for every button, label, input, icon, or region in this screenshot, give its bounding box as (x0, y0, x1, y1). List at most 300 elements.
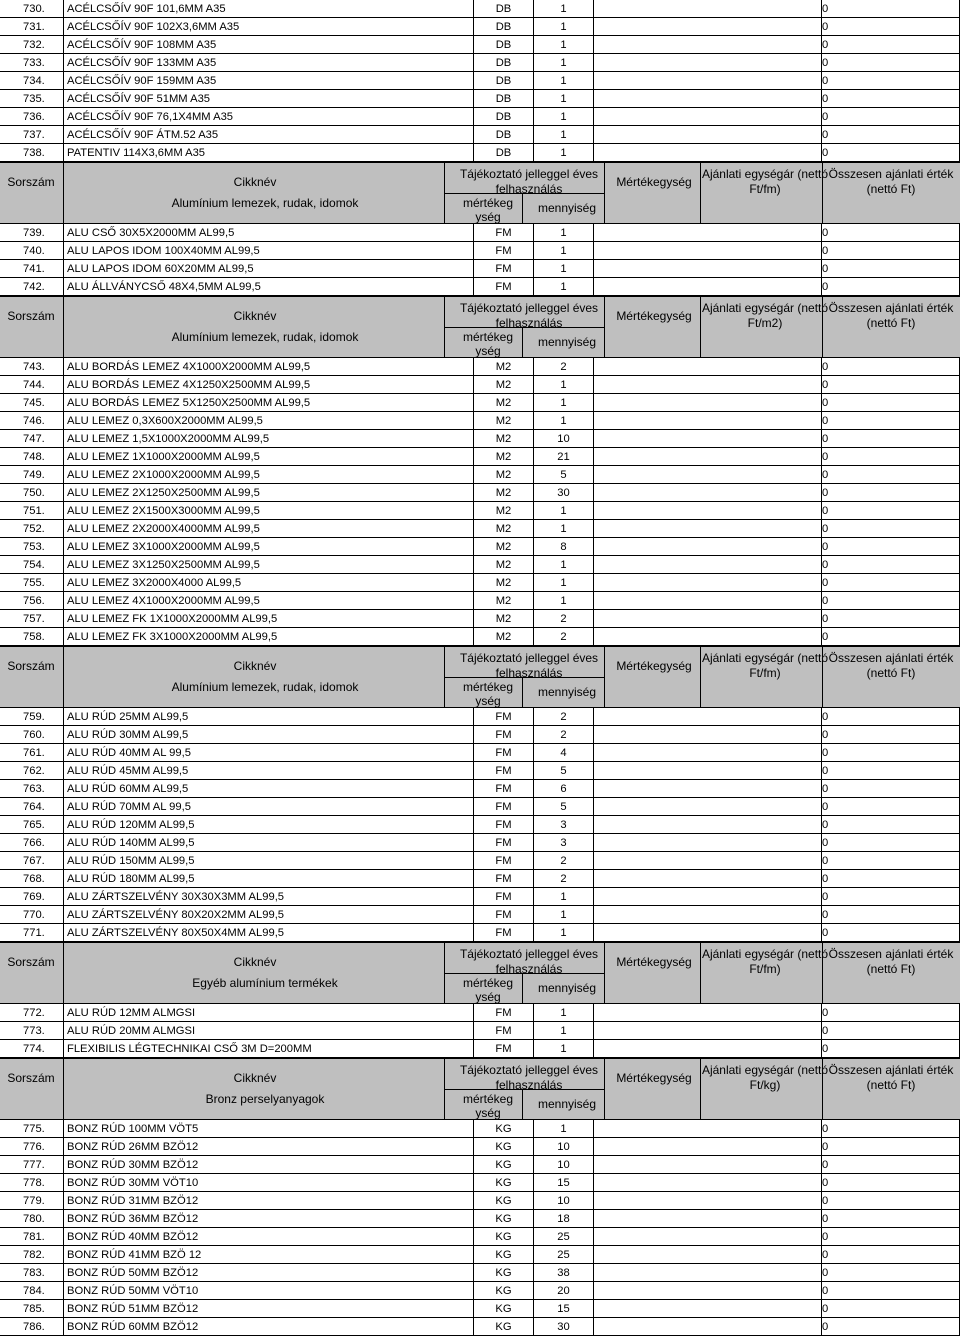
row-number: 740. (23, 245, 45, 257)
item-name: BONZ RÚD 51MM BZÖ12 (63, 1300, 473, 1318)
total-value: 0 (821, 394, 960, 412)
table-row (0, 1228, 960, 1246)
unit-of-measure: M2 (473, 538, 533, 556)
unit-price-cell[interactable] (593, 72, 821, 90)
unit-price-cell[interactable] (593, 394, 821, 412)
unit-price-cell[interactable] (593, 762, 821, 780)
row-number: 762. (23, 765, 45, 777)
total-value: 0 (821, 762, 960, 780)
unit-price-cell[interactable] (593, 556, 821, 574)
unit-price-cell[interactable] (593, 484, 821, 502)
unit-price-cell[interactable] (593, 108, 821, 126)
header-cikknev: Cikknév (233, 955, 277, 969)
row-number: 754. (23, 559, 45, 571)
unit-price-cell[interactable] (593, 1228, 821, 1246)
unit-of-measure: DB (473, 126, 533, 144)
annual-quantity: 5 (533, 798, 593, 816)
row-number: 770. (23, 909, 45, 921)
table-row (0, 1004, 960, 1022)
item-name: BONZ RÚD 30MM VÖT10 (63, 1174, 473, 1192)
total-value: 0 (821, 924, 960, 942)
annual-quantity: 1 (533, 72, 593, 90)
unit-of-measure: FM (473, 1040, 533, 1058)
header-category: Egyéb alumínium termékek (192, 976, 338, 990)
annual-quantity: 38 (533, 1264, 593, 1282)
table-row (0, 18, 960, 36)
item-name: ALU LAPOS IDOM 100X40MM AL99,5 (63, 242, 473, 260)
total-value: 0 (821, 1022, 960, 1040)
table-row (0, 260, 960, 278)
row-number: 739. (23, 227, 45, 239)
annual-quantity: 2 (533, 358, 593, 376)
section-header (0, 646, 960, 708)
unit-of-measure: FM (473, 242, 533, 260)
total-value: 0 (821, 502, 960, 520)
annual-quantity: 1 (533, 0, 593, 18)
item-name: ACÉLCSŐÍV 90F 133MM A35 (63, 54, 473, 72)
header-mertekegyseg-short: mértékeg ység (462, 680, 514, 708)
row-number: 737. (23, 129, 45, 141)
annual-quantity: 1 (533, 278, 593, 296)
header-category: Alumínium lemezek, rudak, idomok (171, 330, 359, 344)
total-value: 0 (821, 906, 960, 924)
unit-price-cell[interactable] (593, 538, 821, 556)
annual-quantity: 25 (533, 1246, 593, 1264)
total-value: 0 (821, 870, 960, 888)
header-tajekoztato: Tájékoztató jelleggel éves felhasználás (459, 1063, 599, 1092)
unit-price-cell[interactable] (593, 376, 821, 394)
unit-of-measure: FM (473, 726, 533, 744)
unit-of-measure: M2 (473, 628, 533, 646)
header-total: Összesen ajánlati érték (nettó Ft) (828, 301, 954, 330)
unit-price-cell[interactable] (593, 242, 821, 260)
annual-quantity: 1 (533, 54, 593, 72)
unit-of-measure: FM (473, 762, 533, 780)
header-total: Összesen ajánlati érték (nettó Ft) (828, 167, 954, 196)
table-row (0, 726, 960, 744)
total-value: 0 (821, 448, 960, 466)
unit-price-cell[interactable] (593, 358, 821, 376)
row-number: 772. (23, 1007, 45, 1019)
table-row (0, 1138, 960, 1156)
table-row (0, 108, 960, 126)
header-mertekegyseg: Mértékegység (616, 659, 692, 673)
total-value: 0 (821, 798, 960, 816)
unit-of-measure: KG (473, 1300, 533, 1318)
unit-price-cell[interactable] (593, 1022, 821, 1040)
row-number: 736. (23, 111, 45, 123)
row-number: 786. (23, 1321, 45, 1333)
row-number: 755. (23, 577, 45, 589)
unit-price-cell[interactable] (593, 870, 821, 888)
total-value: 0 (821, 556, 960, 574)
item-name: ALU RÚD 150MM AL99,5 (63, 852, 473, 870)
unit-of-measure: DB (473, 54, 533, 72)
unit-of-measure: M2 (473, 574, 533, 592)
unit-of-measure: M2 (473, 376, 533, 394)
row-number: 767. (23, 855, 45, 867)
header-mennyiseg: mennyiség (537, 981, 597, 995)
annual-quantity: 20 (533, 1282, 593, 1300)
unit-price-cell[interactable] (593, 144, 821, 162)
table-row (0, 242, 960, 260)
unit-of-measure: KG (473, 1138, 533, 1156)
row-number: 775. (23, 1123, 45, 1135)
table-row (0, 924, 960, 942)
unit-price-cell[interactable] (593, 744, 821, 762)
unit-of-measure: KG (473, 1282, 533, 1300)
row-number: 757. (23, 613, 45, 625)
unit-price-cell[interactable] (593, 610, 821, 628)
unit-price-cell[interactable] (593, 502, 821, 520)
annual-quantity: 10 (533, 1192, 593, 1210)
table-row (0, 358, 960, 376)
total-value: 0 (821, 1300, 960, 1318)
unit-of-measure: FM (473, 708, 533, 726)
total-value: 0 (821, 610, 960, 628)
row-number: 758. (23, 631, 45, 643)
annual-quantity: 2 (533, 628, 593, 646)
header-cikknev: Cikknév (233, 309, 277, 323)
row-number: 733. (23, 57, 45, 69)
table-row (0, 126, 960, 144)
annual-quantity: 25 (533, 1228, 593, 1246)
item-name: BONZ RÚD 41MM BZÖ 12 (63, 1246, 473, 1264)
unit-price-cell[interactable] (593, 1246, 821, 1264)
unit-of-measure: FM (473, 278, 533, 296)
unit-of-measure: FM (473, 852, 533, 870)
total-value: 0 (821, 144, 960, 162)
unit-of-measure: M2 (473, 520, 533, 538)
unit-of-measure: FM (473, 870, 533, 888)
table-row (0, 852, 960, 870)
total-value: 0 (821, 0, 960, 18)
unit-price-cell[interactable] (593, 726, 821, 744)
row-number: 778. (23, 1177, 45, 1189)
item-name: ALU LEMEZ 2X1500X3000MM AL99,5 (63, 502, 473, 520)
total-value: 0 (821, 1282, 960, 1300)
unit-of-measure: FM (473, 260, 533, 278)
annual-quantity: 10 (533, 1138, 593, 1156)
table-row (0, 394, 960, 412)
unit-price-cell[interactable] (593, 1282, 821, 1300)
item-name: ACÉLCSŐÍV 90F 51MM A35 (63, 90, 473, 108)
unit-price-cell[interactable] (593, 0, 821, 18)
annual-quantity: 30 (533, 1318, 593, 1336)
unit-of-measure: KG (473, 1120, 533, 1138)
unit-price-cell[interactable] (593, 852, 821, 870)
unit-price-cell[interactable] (593, 126, 821, 144)
row-number: 744. (23, 379, 45, 391)
row-number: 747. (23, 433, 45, 445)
total-value: 0 (821, 744, 960, 762)
unit-price-cell[interactable] (593, 888, 821, 906)
table-row (0, 144, 960, 162)
unit-price-cell[interactable] (593, 224, 821, 242)
header-sorszam: Sorszám (7, 309, 55, 323)
item-name: BONZ RÚD 40MM BZÖ12 (63, 1228, 473, 1246)
unit-price-cell[interactable] (593, 1192, 821, 1210)
unit-price-cell[interactable] (593, 708, 821, 726)
annual-quantity: 1 (533, 520, 593, 538)
section-header (0, 1058, 960, 1120)
unit-price-cell[interactable] (593, 1318, 821, 1336)
annual-quantity: 1 (533, 126, 593, 144)
table-row (0, 834, 960, 852)
row-number: 774. (23, 1043, 45, 1055)
unit-price-cell[interactable] (593, 1156, 821, 1174)
row-number: 769. (23, 891, 45, 903)
header-total: Összesen ajánlati érték (nettó Ft) (828, 947, 954, 976)
annual-quantity: 2 (533, 726, 593, 744)
table-row (0, 484, 960, 502)
header-mertekegyseg-short: mértékeg ység (462, 976, 514, 1004)
annual-quantity: 2 (533, 852, 593, 870)
unit-price-cell[interactable] (593, 834, 821, 852)
unit-price-cell[interactable] (593, 906, 821, 924)
total-value: 0 (821, 1040, 960, 1058)
item-name: ALU BORDÁS LEMEZ 4X1250X2500MM AL99,5 (63, 376, 473, 394)
annual-quantity: 1 (533, 90, 593, 108)
unit-price-cell[interactable] (593, 1300, 821, 1318)
row-number: 748. (23, 451, 45, 463)
item-name: ALU LEMEZ 1X1000X2000MM AL99,5 (63, 448, 473, 466)
unit-price-cell[interactable] (593, 1138, 821, 1156)
total-value: 0 (821, 1138, 960, 1156)
table-row (0, 610, 960, 628)
table-row (0, 1246, 960, 1264)
item-name: ALU LEMEZ 3X2000X4000 AL99,5 (63, 574, 473, 592)
row-number: 753. (23, 541, 45, 553)
table-row (0, 466, 960, 484)
total-value: 0 (821, 376, 960, 394)
item-name: ALU ZÁRTSZELVÉNY 30X30X3MM AL99,5 (63, 888, 473, 906)
unit-price-cell[interactable] (593, 1040, 821, 1058)
row-number: 765. (23, 819, 45, 831)
unit-of-measure: M2 (473, 556, 533, 574)
item-name: ACÉLCSŐÍV 90F 159MM A35 (63, 72, 473, 90)
annual-quantity: 10 (533, 430, 593, 448)
table-row (0, 0, 960, 18)
item-name: BONZ RÚD 30MM BZÖ12 (63, 1156, 473, 1174)
unit-price-cell[interactable] (593, 592, 821, 610)
unit-price-cell[interactable] (593, 90, 821, 108)
unit-of-measure: FM (473, 834, 533, 852)
unit-of-measure: M2 (473, 394, 533, 412)
item-name: BONZ RÚD 31MM BZÖ12 (63, 1192, 473, 1210)
table-row (0, 870, 960, 888)
unit-of-measure: M2 (473, 358, 533, 376)
row-number: 766. (23, 837, 45, 849)
header-cikknev: Cikknév (233, 1071, 277, 1085)
unit-of-measure: FM (473, 816, 533, 834)
unit-price-cell[interactable] (593, 816, 821, 834)
annual-quantity: 18 (533, 1210, 593, 1228)
row-number: 782. (23, 1249, 45, 1261)
total-value: 0 (821, 520, 960, 538)
item-name: PATENTIV 114X3,6MM A35 (63, 144, 473, 162)
item-name: BONZ RÚD 100MM VÖT5 (63, 1120, 473, 1138)
unit-of-measure: DB (473, 0, 533, 18)
total-value: 0 (821, 484, 960, 502)
unit-price-cell[interactable] (593, 924, 821, 942)
unit-of-measure: FM (473, 744, 533, 762)
row-number: 784. (23, 1285, 45, 1297)
annual-quantity: 2 (533, 610, 593, 628)
header-divider (63, 163, 64, 223)
annual-quantity: 5 (533, 466, 593, 484)
row-number: 756. (23, 595, 45, 607)
annual-quantity: 1 (533, 906, 593, 924)
row-number: 785. (23, 1303, 45, 1315)
item-name: ALU RÚD 180MM AL99,5 (63, 870, 473, 888)
unit-price-cell[interactable] (593, 412, 821, 430)
annual-quantity: 1 (533, 224, 593, 242)
section-header (0, 942, 960, 1004)
annual-quantity: 3 (533, 816, 593, 834)
unit-of-measure: KG (473, 1246, 533, 1264)
total-value: 0 (821, 412, 960, 430)
unit-price-cell[interactable] (593, 1120, 821, 1138)
header-mennyiseg: mennyiség (537, 201, 597, 215)
annual-quantity: 4 (533, 744, 593, 762)
unit-of-measure: DB (473, 108, 533, 126)
header-unit-price: Ajánlati egységár (nettó Ft/fm) (701, 651, 829, 680)
unit-price-cell[interactable] (593, 520, 821, 538)
item-name: ALU LEMEZ 2X1250X2500MM AL99,5 (63, 484, 473, 502)
unit-of-measure: M2 (473, 484, 533, 502)
annual-quantity: 1 (533, 108, 593, 126)
row-number: 761. (23, 747, 45, 759)
table-row (0, 430, 960, 448)
item-name: BONZ RÚD 50MM VÖT10 (63, 1282, 473, 1300)
item-name: FLEXIBILIS LÉGTECHNIKAI CSŐ 3M D=200MM (63, 1040, 473, 1058)
total-value: 0 (821, 90, 960, 108)
annual-quantity: 1 (533, 144, 593, 162)
annual-quantity: 1 (533, 1022, 593, 1040)
item-name: ALU BORDÁS LEMEZ 4X1000X2000MM AL99,5 (63, 358, 473, 376)
header-sorszam: Sorszám (7, 659, 55, 673)
unit-price-cell[interactable] (593, 36, 821, 54)
unit-price-cell[interactable] (593, 54, 821, 72)
header-cikknev: Cikknév (233, 175, 277, 189)
annual-quantity: 1 (533, 502, 593, 520)
table-row (0, 538, 960, 556)
row-number: 763. (23, 783, 45, 795)
row-number: 749. (23, 469, 45, 481)
total-value: 0 (821, 1120, 960, 1138)
annual-quantity: 15 (533, 1174, 593, 1192)
item-name: ALU LEMEZ 3X1000X2000MM AL99,5 (63, 538, 473, 556)
annual-quantity: 1 (533, 242, 593, 260)
row-number: 779. (23, 1195, 45, 1207)
unit-price-cell[interactable] (593, 780, 821, 798)
item-name: ALU RÚD 40MM AL 99,5 (63, 744, 473, 762)
total-value: 0 (821, 224, 960, 242)
total-value: 0 (821, 1156, 960, 1174)
unit-of-measure: DB (473, 72, 533, 90)
unit-of-measure: FM (473, 780, 533, 798)
header-tajekoztato: Tájékoztató jelleggel éves felhasználás (459, 651, 599, 680)
row-number: 771. (23, 927, 45, 939)
header-mertekegyseg-short: mértékeg ység (462, 196, 514, 224)
row-number: 780. (23, 1213, 45, 1225)
unit-of-measure: FM (473, 1004, 533, 1022)
annual-quantity: 1 (533, 412, 593, 430)
unit-price-cell[interactable] (593, 466, 821, 484)
total-value: 0 (821, 1174, 960, 1192)
table-row (0, 54, 960, 72)
total-value: 0 (821, 1318, 960, 1336)
annual-quantity: 15 (533, 1300, 593, 1318)
header-sorszam: Sorszám (7, 1071, 55, 1085)
unit-price-cell[interactable] (593, 1210, 821, 1228)
row-number: 781. (23, 1231, 45, 1243)
item-name: BONZ RÚD 50MM BZÖ12 (63, 1264, 473, 1282)
table-row (0, 1264, 960, 1282)
unit-of-measure: M2 (473, 448, 533, 466)
unit-price-cell[interactable] (593, 448, 821, 466)
row-number: 750. (23, 487, 45, 499)
row-number: 738. (23, 147, 45, 159)
row-number: 764. (23, 801, 45, 813)
item-name: ACÉLCSŐÍV 90F 101,6MM A35 (63, 0, 473, 18)
annual-quantity: 5 (533, 762, 593, 780)
unit-of-measure: FM (473, 224, 533, 242)
header-unit-price: Ajánlati egységár (nettó Ft/m2) (701, 301, 829, 330)
header-total: Összesen ajánlati érték (nettó Ft) (828, 651, 954, 680)
row-number: 752. (23, 523, 45, 535)
unit-price-cell[interactable] (593, 798, 821, 816)
item-name: ALU LEMEZ FK 3X1000X2000MM AL99,5 (63, 628, 473, 646)
header-mennyiseg: mennyiség (537, 1097, 597, 1111)
total-value: 0 (821, 834, 960, 852)
total-value: 0 (821, 126, 960, 144)
unit-price-cell[interactable] (593, 430, 821, 448)
item-name: ALU RÚD 140MM AL99,5 (63, 834, 473, 852)
header-mertekegyseg-short: mértékeg ység (462, 330, 514, 358)
unit-price-cell[interactable] (593, 1004, 821, 1022)
unit-of-measure: DB (473, 18, 533, 36)
annual-quantity: 21 (533, 448, 593, 466)
item-name: ALU LEMEZ 2X1000X2000MM AL99,5 (63, 466, 473, 484)
unit-of-measure: KG (473, 1192, 533, 1210)
unit-price-cell[interactable] (593, 260, 821, 278)
table-row (0, 592, 960, 610)
unit-price-cell[interactable] (593, 278, 821, 296)
unit-of-measure: M2 (473, 430, 533, 448)
total-value: 0 (821, 1228, 960, 1246)
unit-price-cell[interactable] (593, 18, 821, 36)
header-tajekoztato: Tájékoztató jelleggel éves felhasználás (459, 167, 599, 196)
row-number: 760. (23, 729, 45, 741)
annual-quantity: 1 (533, 18, 593, 36)
unit-price-cell[interactable] (593, 1174, 821, 1192)
annual-quantity: 1 (533, 592, 593, 610)
row-number: 768. (23, 873, 45, 885)
annual-quantity: 30 (533, 484, 593, 502)
unit-price-cell[interactable] (593, 628, 821, 646)
unit-of-measure: M2 (473, 502, 533, 520)
item-name: ALU LAPOS IDOM 60X20MM AL99,5 (63, 260, 473, 278)
annual-quantity: 3 (533, 834, 593, 852)
unit-price-cell[interactable] (593, 1264, 821, 1282)
unit-price-cell[interactable] (593, 574, 821, 592)
item-name: ALU RÚD 30MM AL99,5 (63, 726, 473, 744)
table-row (0, 780, 960, 798)
item-name: ALU LEMEZ 2X2000X4000MM AL99,5 (63, 520, 473, 538)
table-row (0, 278, 960, 296)
